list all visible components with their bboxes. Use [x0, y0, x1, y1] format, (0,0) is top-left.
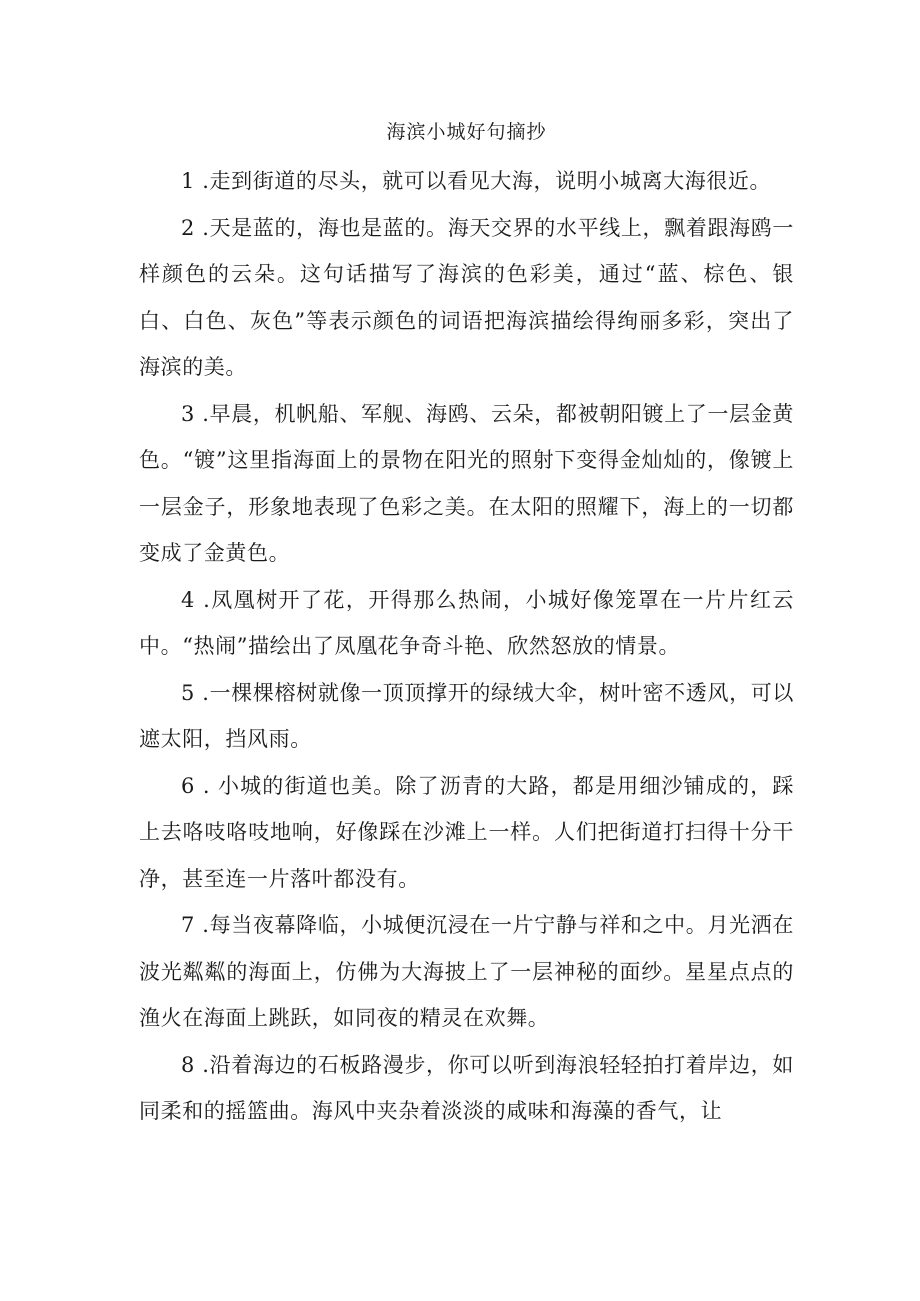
paragraph-6: 6 . 小城的街道也美。除了沥青的大路，都是用细沙铺成的，踩上去咯吱咯吱地响，好像踩在沙滩上一样。人们把街道打扫得十分干净，甚至连一片落叶都没有。: [139, 773, 794, 891]
paragraph-5: 5 .一棵棵榕树就像一顶顶撑开的绿绒大伞，树叶密不透风，可以遮太阳，挡风雨。: [139, 680, 794, 751]
document-title: 海滨小城好句摘抄: [386, 121, 547, 143]
paragraph-1: 1 .走到街道的尽头，就可以看见大海，说明小城离大海很近。: [181, 169, 772, 193]
paragraph-7: 7 .每当夜幕降临，小城便沉浸在一片宁静与祥和之中。月光洒在波光粼粼的海面上，仿佛为大海披上了一层神秘的面纱。星星点点的渔火在海面上跳跃，如同夜的精灵在欢舞。: [139, 913, 794, 1030]
paragraph-8: 8 .沿着海边的石板路漫步，你可以听到海浪轻轻拍打着岸边，如同柔和的摇篮曲。海风中夹杂着淡淡的咸味和海藻的香气，让: [139, 1052, 794, 1123]
paragraph-4: 4 .凤凰树开了花，开得那么热闹，小城好像笼罩在一片片红云中。“热闹”描绘出了凤凰花争奇斗艳、欣然怒放的情景。: [139, 587, 794, 658]
paragraph-3: 3 .早晨，机帆船、军舰、海鸥、云朵，都被朝阳镀上了一层金黄色。“镀”这里指海面上的景物在阳光的照射下变得金灿灿的，像镀上一层金子，形象地表现了色彩之美。在太阳的照耀下，海上的一切都变成了金黄色。: [139, 401, 794, 565]
paragraph-2: 2 .天是蓝的，海也是蓝的。海天交界的水平线上，飘着跟海鸥一样颜色的云朵。这句话描写了海滨的色彩美，通过“蓝、棕色、银白、白色、灰色”等表示颜色的词语把海滨描绘得绚丽多彩，突出了海滨的美。: [139, 215, 794, 379]
